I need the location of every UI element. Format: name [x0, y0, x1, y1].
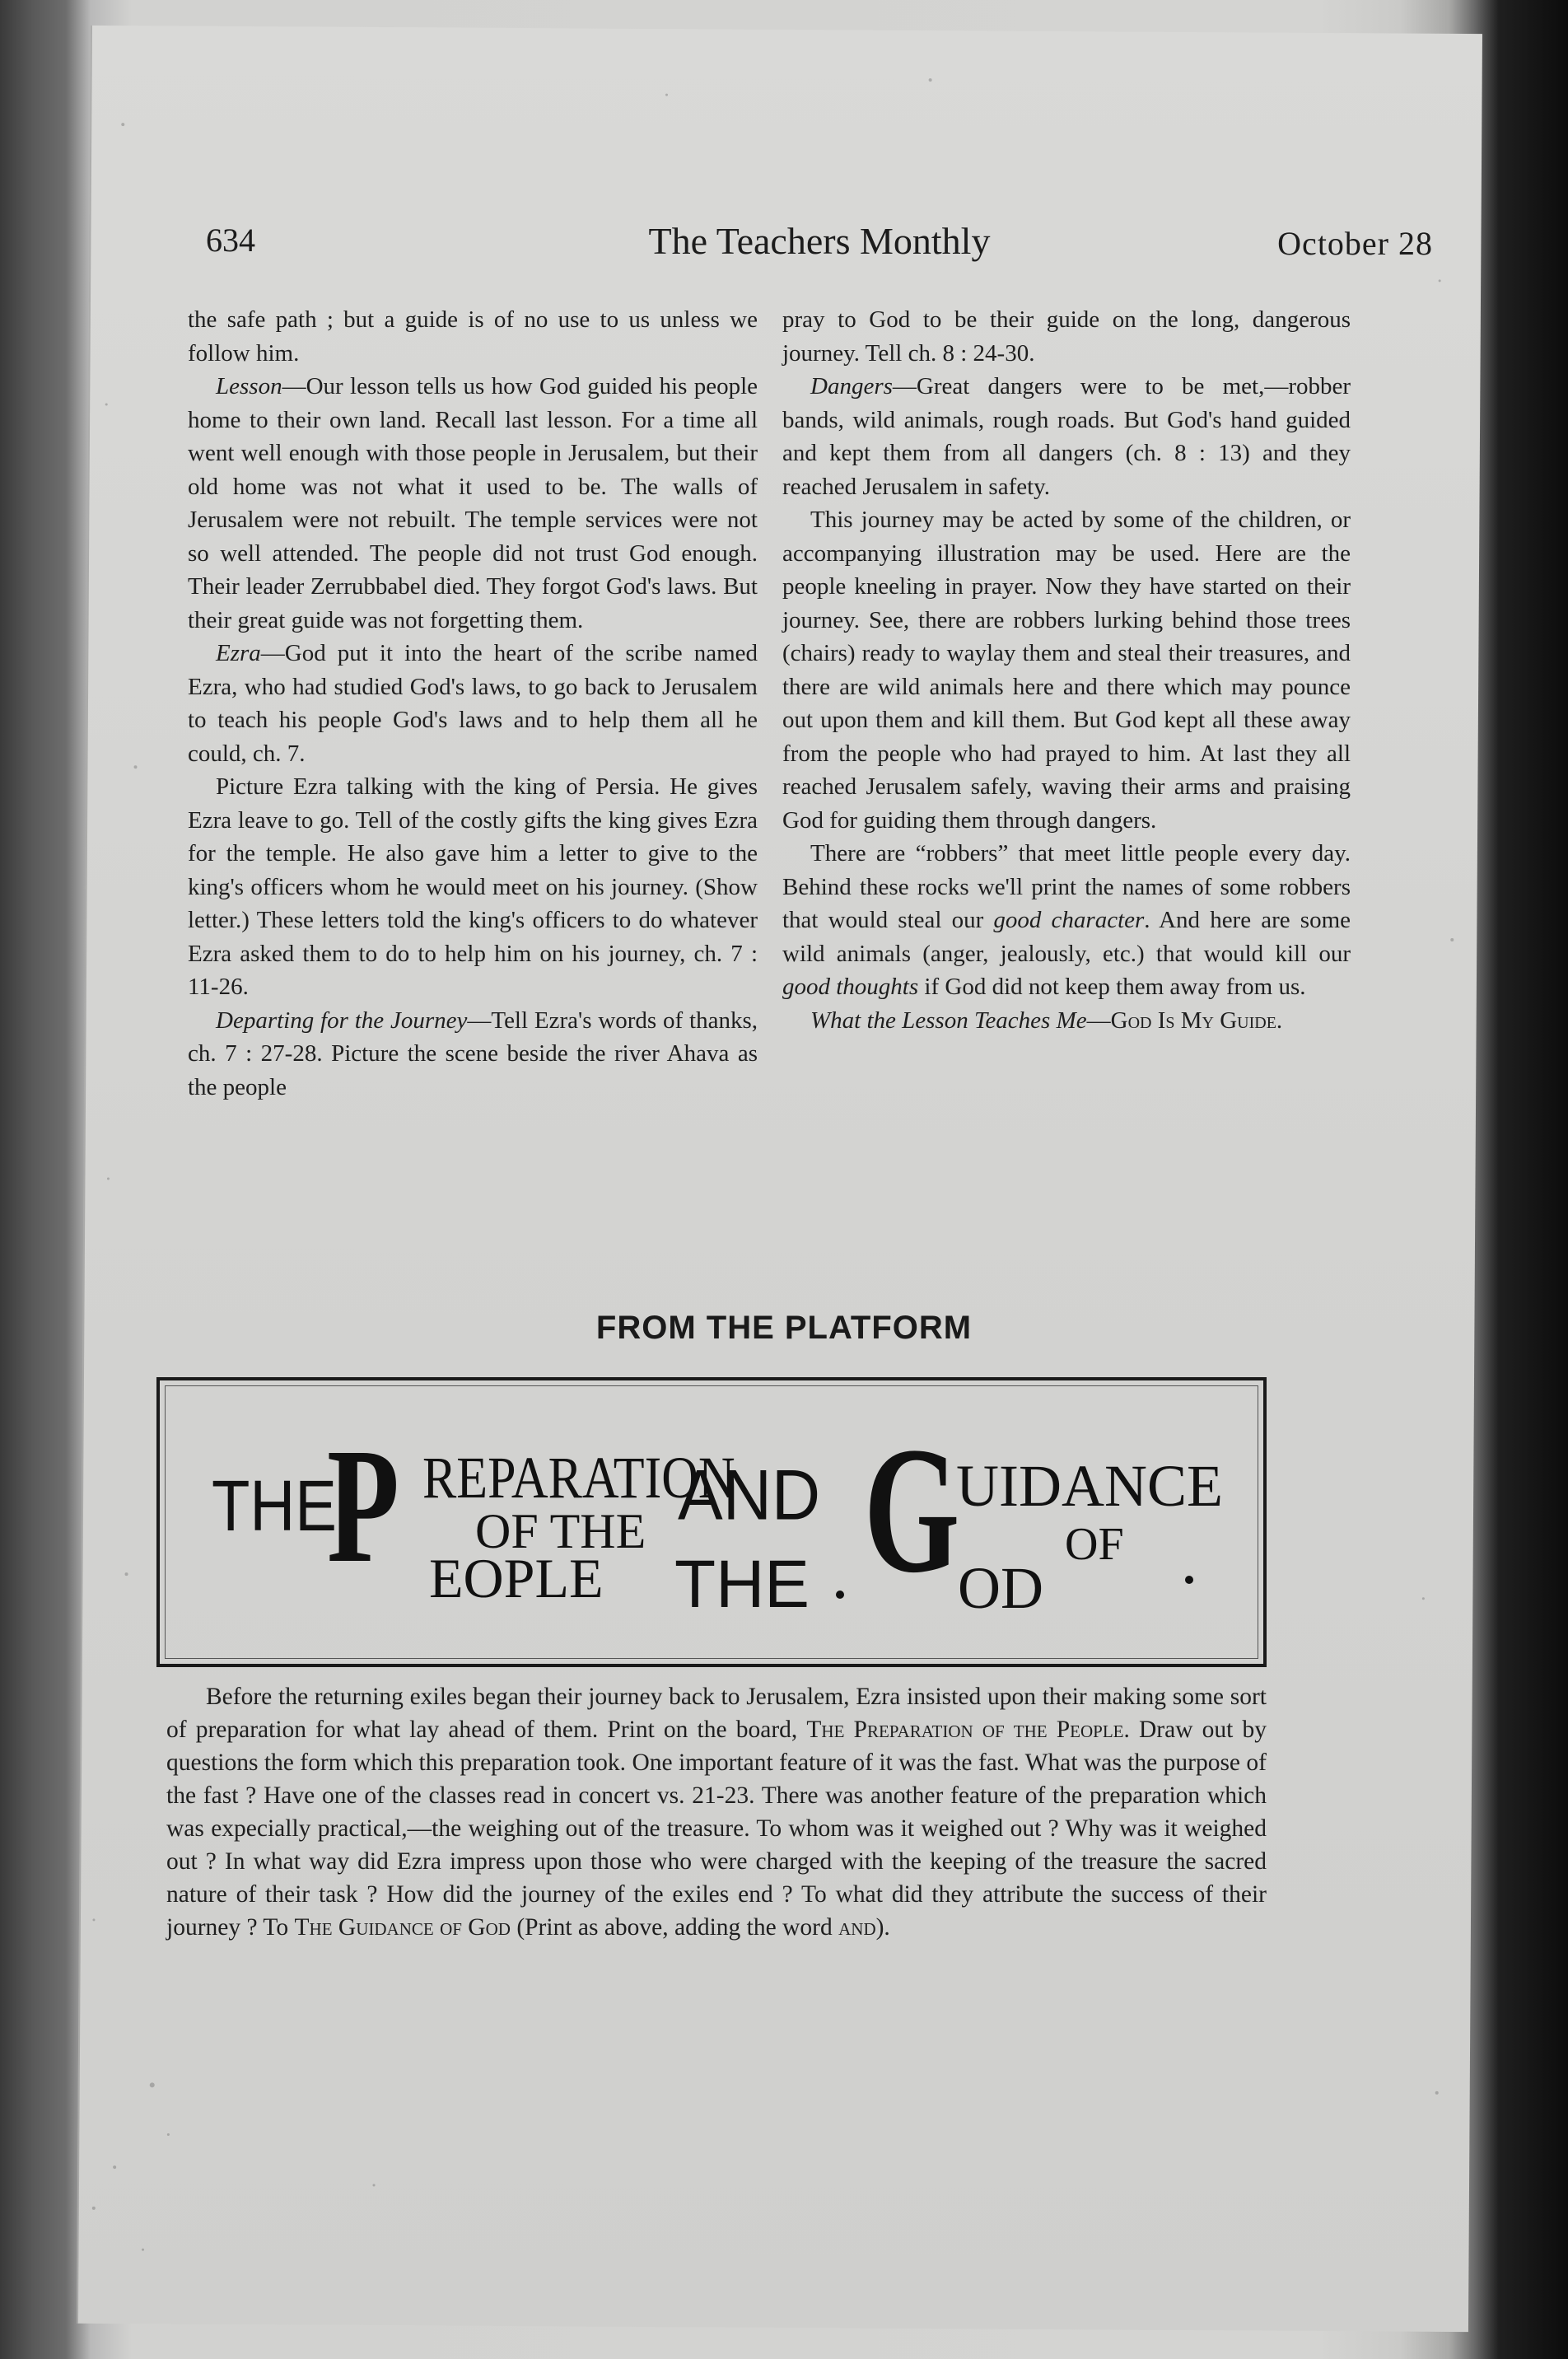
- section-label: Departing for the Journey: [216, 1007, 468, 1034]
- paragraph: [188, 370, 758, 637]
- paragraph-text: ).: [875, 1914, 890, 1941]
- board-inner-frame: [165, 1385, 1258, 1659]
- board-dot: [1185, 1576, 1193, 1584]
- board-dot: [836, 1591, 844, 1599]
- dash: —: [1086, 1007, 1111, 1034]
- emphasis: good thoughts: [782, 974, 919, 1000]
- paragraph: [166, 1680, 1267, 1944]
- paragraph-text: —Our lesson tells us how God guided his people home to their own land. Recall last lesson. For a time all went well enough with those people in Jerusalem, but their old home was not what it used to be. The walls of Jerusalem were not rebuilt. The temple services were not so well attended. The people did not trust God enough. Their leader Zerrubbabel died. They forgot God's laws. But their great guide was not forgetting them.: [188, 373, 758, 633]
- page-number: 634: [206, 222, 255, 259]
- paragraph: [782, 303, 1351, 370]
- left-text-column: [188, 303, 758, 1104]
- paragraph: [782, 370, 1351, 503]
- board-word-uidance: UIDANCE: [956, 1453, 1223, 1519]
- platform-board: [156, 1377, 1267, 1667]
- paragraph-text: This journey may be acted by some of the children, or accompanying illustration may be used. Here are the people kneeling in prayer. Now they have started on their journey. See, there are robbers lurking behind those trees (chairs) ready to waylay them and steal their treasures, and there are wild animals here and there which may pounce out upon them and kill them. But God kept all these away from the people who had prayed to him. At last they all reached Jerusalem safely, waving their arms and praising God for guiding them through dangers.: [782, 507, 1351, 834]
- section-label: What the Lesson Teaches Me: [810, 1007, 1087, 1034]
- paragraph-text: the safe path ; but a guide is of no use to us unless we follow him.: [188, 306, 758, 367]
- paragraph: [782, 1004, 1351, 1038]
- paragraph-text: —Tell Ezra's words of thanks, ch. 7 : 27-28. Picture the scene beside the river Ahava as the people: [188, 1007, 758, 1100]
- paragraph-text: (Print as above, adding the word: [510, 1914, 839, 1941]
- board-initial-g: G: [864, 1409, 960, 1610]
- paragraph-text: Picture Ezra talking with the king of Persia. He gives Ezra leave to go. Tell of the costly gifts the king gives Ezra for the temple. He also gave him a letter to give to the king's officers whom he would meet on his journey. (Show letter.) These letters told the king's officers to do whatever Ezra asked them to do to help him on his journey, ch. 7 : 11-26.: [188, 773, 758, 1000]
- board-phrase: The Preparation of the People: [806, 1717, 1124, 1743]
- paragraph: [188, 770, 758, 1004]
- platform-instructions: [166, 1680, 1267, 1944]
- paragraph-text: —God put it into the heart of the scribe named Ezra, who had studied God's laws, to go back to Jerusalem to teach his people God's laws and to help them all he could, ch. 7.: [188, 640, 758, 767]
- paragraph: [188, 637, 758, 770]
- board-word-the-2: THE: [674, 1547, 810, 1622]
- golden-text: God Is My Guide.: [1110, 1007, 1283, 1034]
- page-header: [206, 213, 1433, 278]
- paragraph-text: Before the returning exiles began their journey back to Jerusalem, Ezra insisted upon their making some sort of preparation for what lay ahead of them. Print on the board,: [166, 1684, 1267, 1743]
- emphasis: good character: [993, 907, 1145, 933]
- board-phrase: and: [838, 1914, 876, 1941]
- board-word-reparation: REPARATION: [422, 1445, 735, 1511]
- paragraph: [188, 1004, 758, 1105]
- board-word-eople: EOPLE: [429, 1547, 604, 1609]
- paragraph: [782, 503, 1351, 837]
- paragraph-text: . And here are some wild animals (anger, jealously, etc.) that would kill our: [782, 907, 1351, 967]
- right-text-column: [782, 303, 1351, 1037]
- journal-title: The Teachers Monthly: [648, 220, 991, 262]
- paragraph: [782, 837, 1351, 1004]
- paragraph-text: There are “robbers” that meet little people every day. Behind these rocks we'll print the names of some robbers that would steal our: [782, 840, 1351, 933]
- issue-date: October 28: [1277, 225, 1433, 262]
- board-initial-p: P: [327, 1415, 399, 1597]
- section-label: Dangers: [810, 373, 893, 399]
- board-word-of-the: OF THE: [475, 1504, 646, 1558]
- board-word-od: OD: [958, 1555, 1043, 1621]
- board-phrase: The Guidance of God: [294, 1914, 511, 1941]
- board-word-the: THE: [212, 1465, 337, 1547]
- board-word-and: AND: [678, 1455, 821, 1535]
- paragraph-text: . Draw out by questions the form which this preparation took. One important feature of it was the fast. What was the purpose of the fast ? Have one of the classes read in concert vs. 21-23. There was another feature of the preparation which was expecially practical,—the weighing out of the treasure. To whom was it weighed out ? Why was it weighed out ? In what way did Ezra impress upon those who were charged with the keeping of the treasure the sacred nature of their task ? How did the journey of the exiles end ? To what did they attribute the success of their journey ? To: [166, 1717, 1267, 1941]
- paragraph-text: if God did not keep them away from us.: [918, 974, 1306, 1000]
- platform-heading: FROM THE PLATFORM: [595, 1310, 973, 1346]
- section-label: Lesson: [216, 373, 282, 399]
- section-label: Ezra: [216, 640, 261, 666]
- paragraph-text: pray to God to be their guide on the long, dangerous journey. Tell ch. 8 : 24-30.: [782, 306, 1351, 367]
- board-word-of: OF: [1065, 1519, 1124, 1570]
- paragraph: [188, 303, 758, 370]
- paragraph-text: —Great dangers were to be met,—robber bands, wild animals, rough roads. But God's hand guided and kept them from all dangers (ch. 8 : 13) and they reached Jerusalem in safety.: [782, 373, 1351, 500]
